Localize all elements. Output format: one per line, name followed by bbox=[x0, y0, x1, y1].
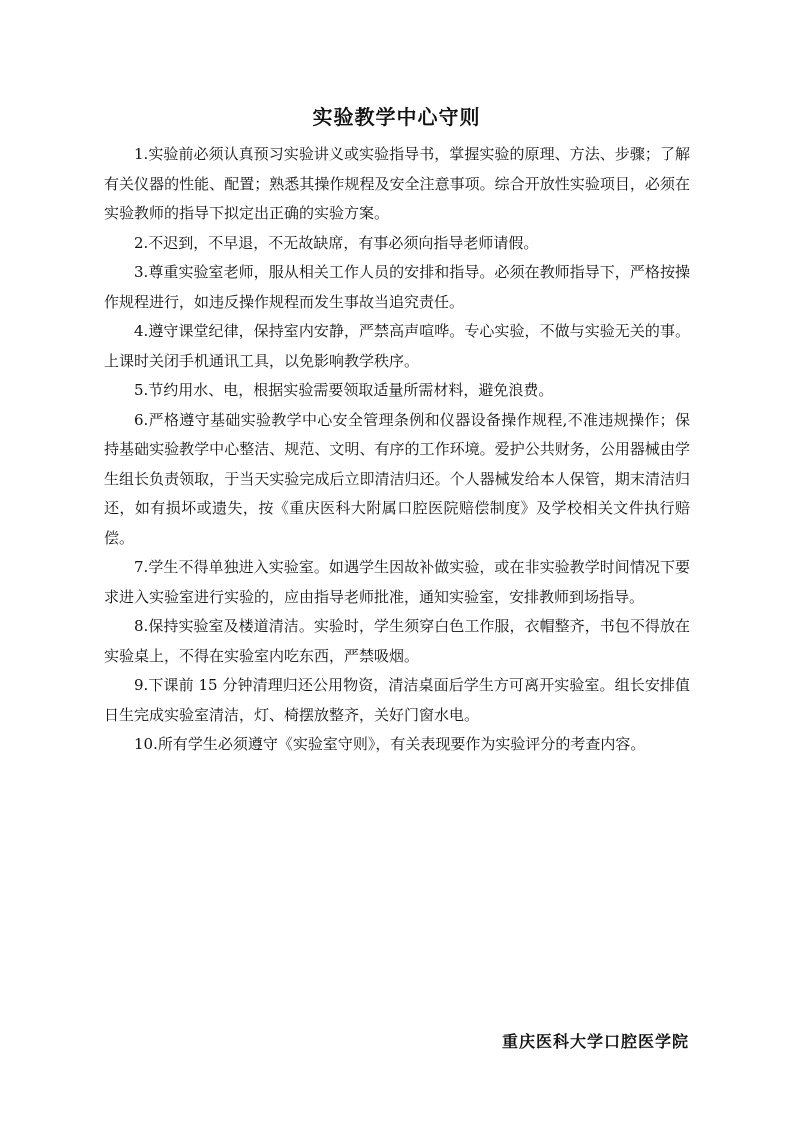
rule-item-9: 9.下课前 15 分钟清理归还公用物资，清洁桌面后学生方可离开实验室。组长安排值日生完成实验室清洁，灯、椅摆放整齐，关好门窗水电。 bbox=[104, 676, 690, 724]
rule-item-6: 6.严格遵守基础实验教学中心安全管理条例和仪器设备操作规程,不准违规操作；保持基础实验教学中心整洁、规范、文明、有序的工作环境。爱护公共财务，公用器械由学生组长负责领取，于当天实验完成后立即清洁归还。个人器械发给本人保管，期末清洁归还，如有损坏或遗失，按《重庆医科大附属口腔医院赔偿制度》及学校相关文件执行赔偿。 bbox=[104, 410, 690, 547]
rule-item-8: 8.保持实验室及楼道清洁。实验时，学生须穿白色工作服，衣帽整齐，书包不得放在实验桌上，不得在实验室内吃东西，严禁吸烟。 bbox=[104, 617, 690, 665]
rules-list bbox=[104, 140, 690, 760]
rule-item-5: 5.节约用水、电，根据实验需要领取适量所需材料，避免浪费。 bbox=[134, 381, 554, 399]
page-title: 实验教学中心守则 bbox=[312, 105, 481, 129]
rule-item-10: 10.所有学生必须遵守《实验室守则》，有关表现要作为实验评分的考查内容。 bbox=[134, 735, 646, 753]
rule-item-2: 2.不迟到，不早退，不无故缺席，有事必须向指导老师请假。 bbox=[134, 233, 539, 252]
rule-item-7: 7.学生不得单独进入实验室。如遇学生因故补做实验，或在非实验教学时间情况下要求进入实验室进行实验的，应由指导老师批准，通知实验室，安排教师到场指导。 bbox=[104, 558, 690, 606]
rule-item-1: 1.实验前必须认真预习实验讲义或实验指导书，掌握实验的原理、方法、步骤；了解有关仪器的性能、配置；熟悉其操作规程及安全注意事项。综合开放性实验项目，必须在实验教师的指导下拟定出正确的实验方案。 bbox=[104, 145, 690, 222]
rule-item-3: 3.尊重实验室老师，服从相关工作人员的安排和指导。必须在教师指导下，严格按操作规程进行，如违反操作规程而发生事故当追究责任。 bbox=[104, 263, 690, 311]
issuer-signature: 重庆医科大学口腔医学院 bbox=[501, 1032, 689, 1051]
rule-item-4: 4.遵守课堂纪律，保持室内安静，严禁高声喧哗。专心实验，不做与实验无关的事。上课时关闭手机通讯工具，以免影响教学秩序。 bbox=[104, 322, 690, 370]
